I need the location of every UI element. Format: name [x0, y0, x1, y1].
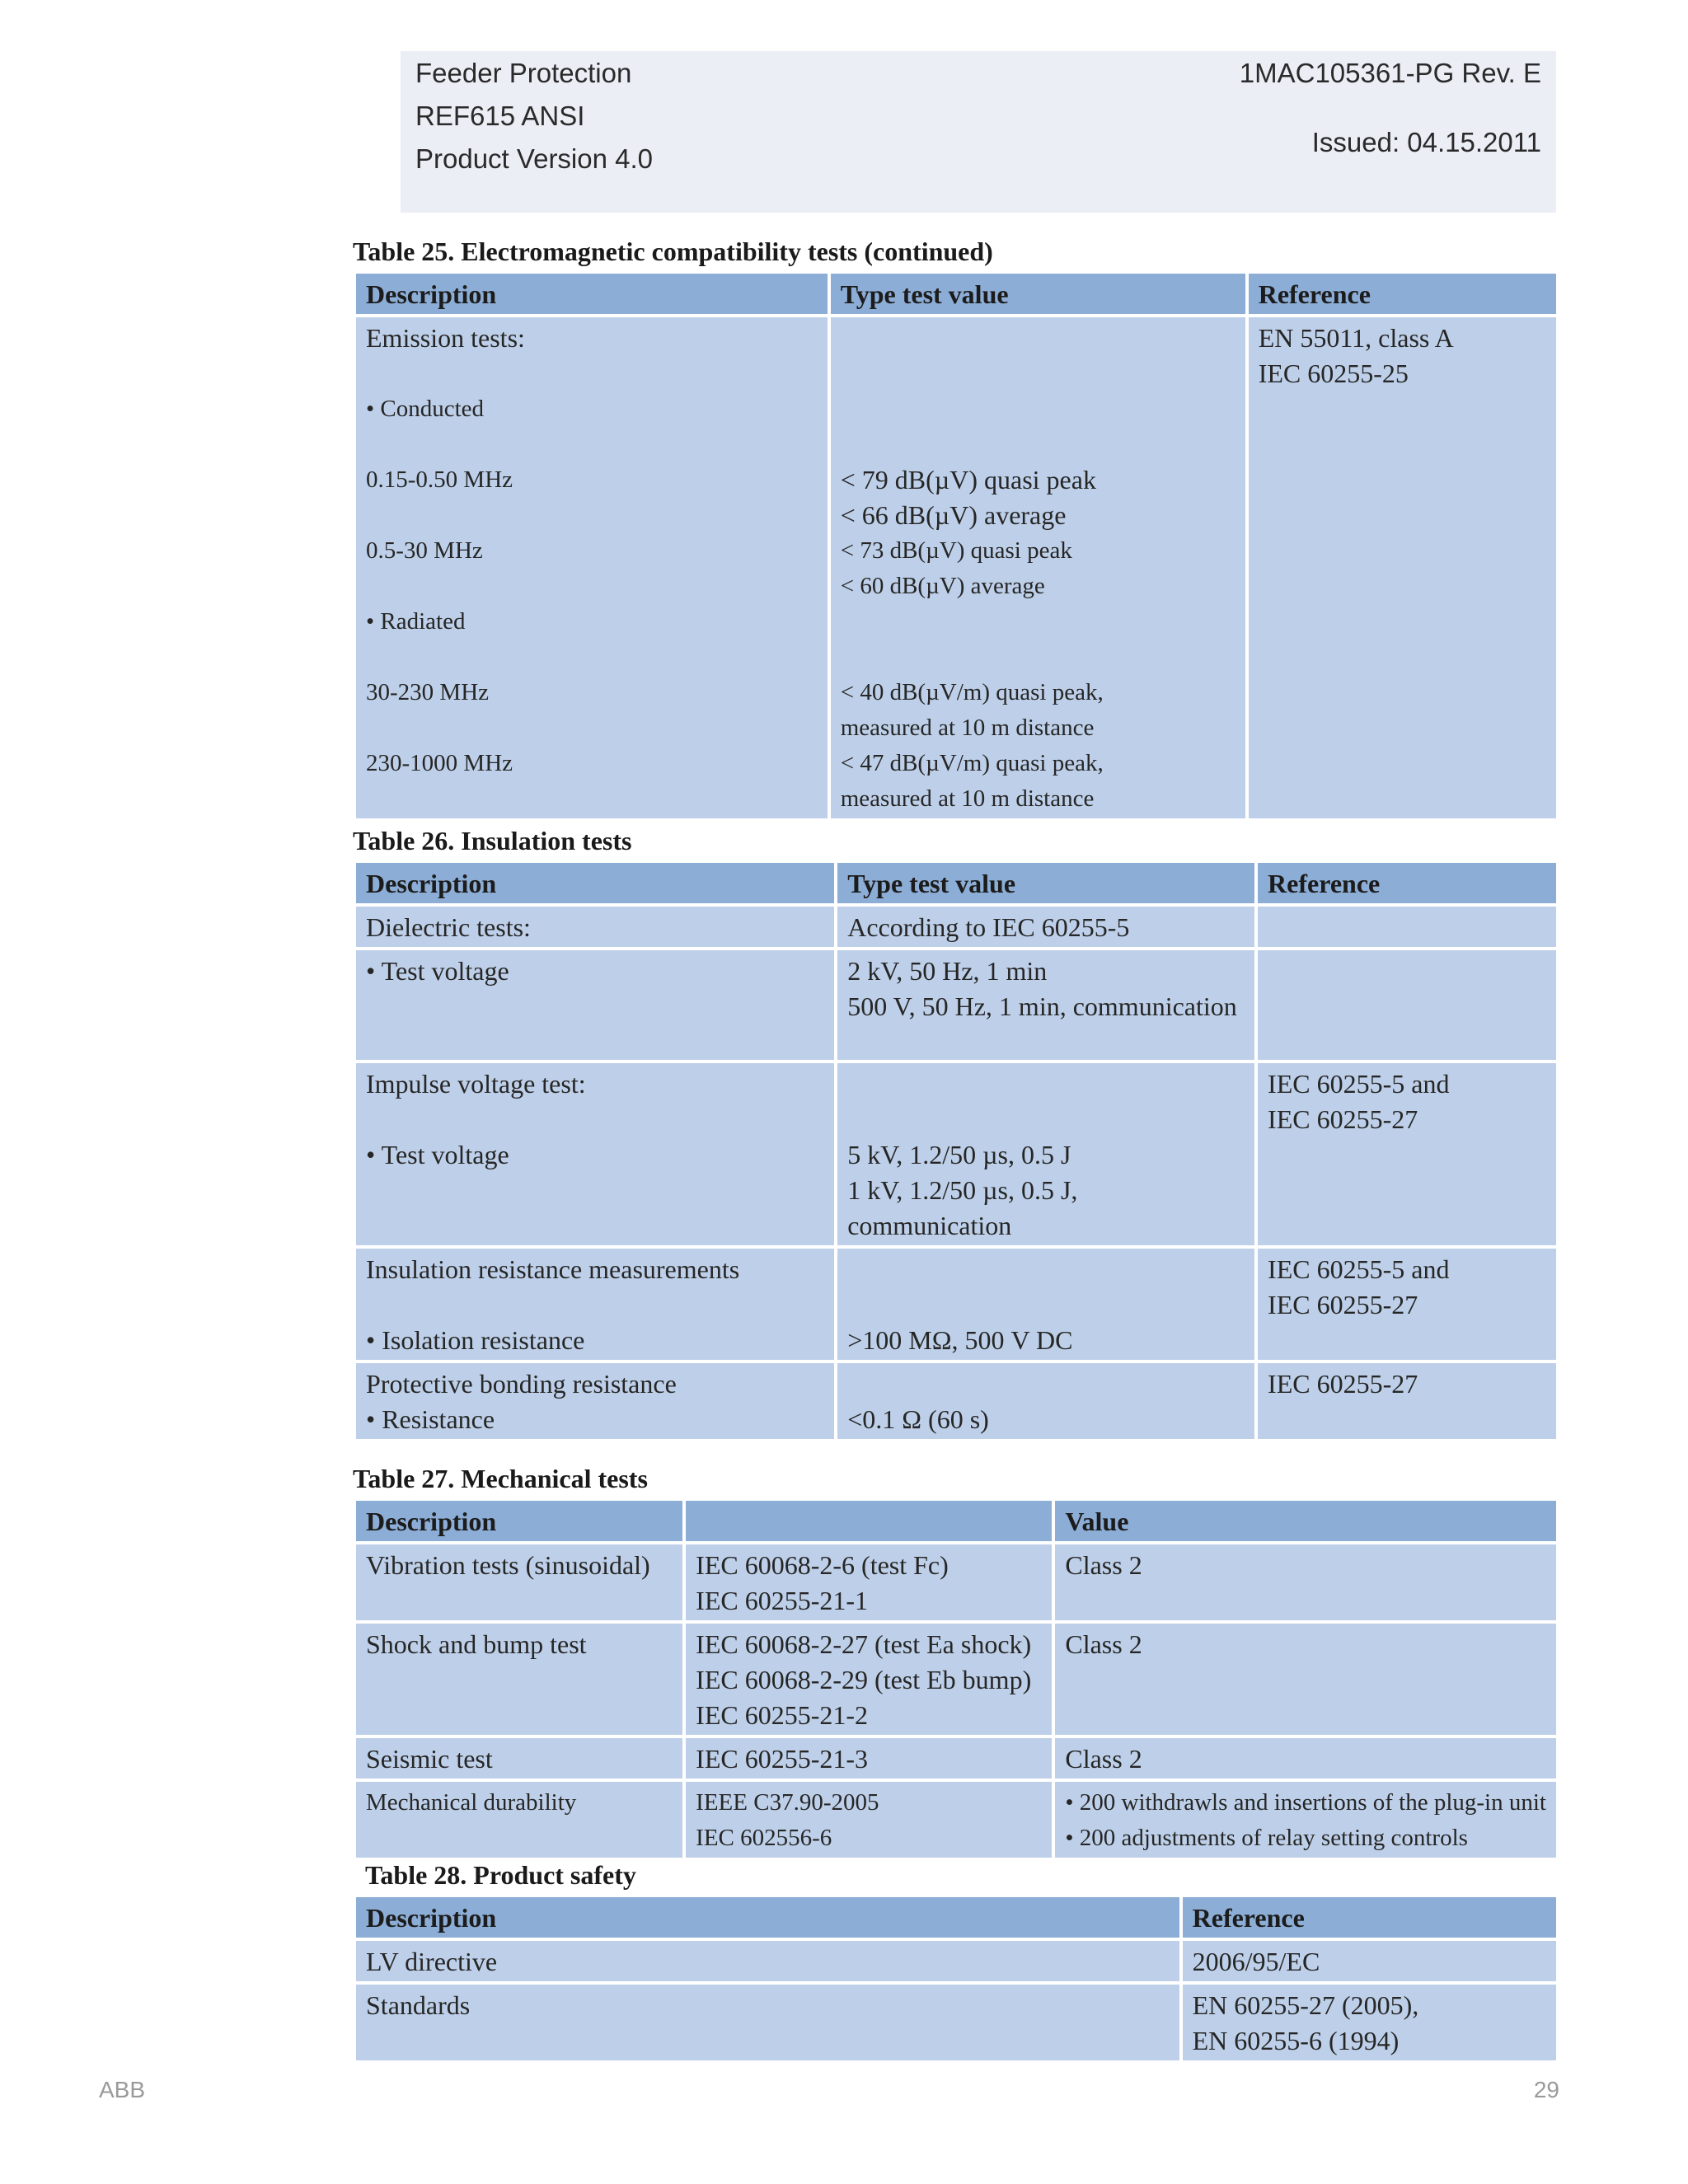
table-row: [354, 316, 1558, 820]
cell-line: • Resistance: [366, 1404, 495, 1434]
table-cell: [684, 1780, 1053, 1859]
footer-brand: ABB: [99, 2077, 146, 2102]
cell-line: IEC 60255-21-2: [696, 1700, 869, 1730]
column-header: Type test value: [829, 272, 1247, 316]
table-cell: [684, 1622, 1053, 1736]
table-cell: [1053, 1780, 1558, 1859]
table-cell: [354, 1361, 836, 1441]
cell-line: Seismic test: [366, 1744, 493, 1774]
table-header-row: [354, 1896, 1558, 1939]
table-cell: [1053, 1622, 1558, 1736]
cell-line: < 60 dB(µV) average: [840, 573, 1045, 599]
cell-line: IEC 60255-25: [1258, 359, 1409, 388]
cell-line: Standards: [366, 1990, 471, 2020]
cell-line: Vibration tests (sinusoidal): [366, 1550, 650, 1580]
cell-line: IEC 60255-21-1: [696, 1586, 869, 1615]
cell-line: communication: [847, 1211, 1012, 1240]
cell-line: [841, 640, 1236, 675]
cell-line: [366, 640, 818, 675]
cell-line: IEC 60255-27: [1268, 1290, 1418, 1319]
cell-line: measured at 10 m distance: [840, 715, 1095, 741]
table-27-mechanical-tests: [353, 1497, 1559, 1861]
header-issued-date: Issued: 04.15.2011: [1311, 127, 1541, 157]
table-cell: [354, 1983, 1181, 2062]
cell-line: 230-1000 MHz: [366, 750, 513, 776]
cell-line: [847, 1287, 1245, 1323]
cell-line: IEC 60068-2-29 (test Eb bump): [696, 1665, 1032, 1694]
cell-line: According to IEC 60255-5: [847, 912, 1130, 942]
table-cell: [1256, 949, 1558, 1062]
cell-line: Class 2: [1065, 1629, 1142, 1659]
cell-line: >100 MΩ, 500 V DC: [847, 1325, 1073, 1355]
column-header: Reference: [1247, 272, 1558, 316]
cell-line: 5 kV, 1.2/50 µs, 0.5 J: [847, 1140, 1071, 1169]
table-27-title: Table 27. Mechanical tests: [353, 1464, 648, 1493]
table-cell: [684, 1736, 1053, 1780]
cell-line: [366, 710, 818, 746]
cell-line: • 200 adjustments of relay setting controls: [1065, 1825, 1468, 1851]
cell-line: • 200 withdrawls and insertions of the plug-in unit: [1065, 1789, 1546, 1816]
cell-line: Shock and bump test: [366, 1629, 587, 1659]
table-cell: [836, 1247, 1256, 1361]
cell-line: 2006/95/EC: [1192, 1947, 1320, 1976]
table-cell: [1247, 316, 1558, 820]
cell-line: 0.15-0.50 MHz: [366, 466, 513, 493]
cell-line: • Conducted: [366, 396, 485, 422]
cell-line: [841, 391, 1236, 427]
cell-line: [366, 569, 818, 604]
cell-line: measured at 10 m distance: [840, 785, 1095, 812]
cell-line: [841, 356, 1236, 391]
cell-line: 1 kV, 1.2/50 µs, 0.5 J,: [847, 1175, 1078, 1205]
header-version: Product Version 4.0: [415, 143, 654, 174]
table-row: [354, 1062, 1558, 1247]
cell-line: Mechanical durability: [366, 1789, 577, 1816]
cell-line: [847, 1366, 1245, 1402]
cell-line: < 66 dB(µV) average: [840, 500, 1067, 530]
cell-line: • Test voltage: [366, 956, 509, 986]
cell-line: [366, 498, 818, 533]
cell-line: 30-230 MHz: [366, 679, 490, 705]
table-header-row: [354, 1499, 1558, 1543]
table-cell: [684, 1543, 1053, 1622]
cell-line: [1268, 910, 1546, 945]
table-28-title: Table 28. Product safety: [365, 1860, 636, 1890]
cell-line: IEC 60068-2-27 (test Ea shock): [696, 1629, 1032, 1659]
table-cell: [354, 949, 836, 1062]
table-26-title: Table 26. Insulation tests: [353, 826, 632, 855]
table-25-emc-tests: [353, 270, 1559, 822]
cell-line: [841, 427, 1236, 462]
cell-line: Dielectric tests:: [366, 912, 531, 942]
table-row: [354, 1780, 1558, 1859]
table-cell: [354, 316, 829, 820]
table-cell: [354, 1622, 684, 1736]
column-header: Reference: [1256, 861, 1558, 905]
cell-line: IEC 602556-6: [696, 1825, 832, 1851]
cell-line: Class 2: [1065, 1744, 1142, 1774]
table-header-row: [354, 272, 1558, 316]
table-cell: [354, 1247, 836, 1361]
cell-line: 2 kV, 50 Hz, 1 min: [847, 956, 1048, 986]
table-cell: [1256, 1247, 1558, 1361]
cell-line: < 40 dB(µV/m) quasi peak,: [840, 679, 1104, 705]
table-row: [354, 1361, 1558, 1441]
table-cell: [1256, 1361, 1558, 1441]
cell-line: Protective bonding resistance: [366, 1369, 677, 1399]
cell-line: <0.1 Ω (60 s): [847, 1404, 989, 1434]
table-cell: [354, 1543, 684, 1622]
table-row: [354, 1247, 1558, 1361]
column-header: Description: [354, 861, 836, 905]
cell-line: [366, 427, 818, 462]
cell-line: IEC 60255-5 and: [1268, 1254, 1450, 1284]
table-cell: [836, 905, 1256, 949]
cell-line: IEC 60255-5 and: [1268, 1069, 1450, 1099]
cell-line: 0.5-30 MHz: [366, 537, 483, 564]
cell-line: [1268, 954, 1546, 989]
column-header: Description: [354, 272, 829, 316]
document-header: [401, 51, 1556, 213]
column-header: [684, 1499, 1053, 1543]
table-row: [354, 1736, 1558, 1780]
table-cell: [1053, 1736, 1558, 1780]
cell-line: IEC 60255-27: [1268, 1369, 1418, 1399]
cell-line: Class 2: [1065, 1550, 1142, 1580]
table-header-row: [354, 861, 1558, 905]
table-row: [354, 1543, 1558, 1622]
table-28-product-safety: [353, 1894, 1559, 2064]
cell-line: [841, 604, 1236, 640]
table-cell: [354, 1939, 1181, 1983]
cell-line: LV directive: [366, 1947, 498, 1976]
cell-line: EN 60255-6 (1994): [1192, 2026, 1400, 2055]
cell-line: IEEE C37.90-2005: [696, 1789, 879, 1816]
table-cell: [1256, 905, 1558, 949]
cell-line: [847, 1066, 1245, 1102]
table-cell: [1181, 1983, 1558, 2062]
table-cell: [836, 1062, 1256, 1247]
table-cell: [354, 1736, 684, 1780]
cell-line: • Isolation resistance: [366, 1325, 585, 1355]
cell-line: [841, 321, 1236, 356]
table-cell: [1256, 1062, 1558, 1247]
header-doc-id: 1MAC105361-PG Rev. E: [1239, 58, 1541, 88]
table-cell: [1053, 1543, 1558, 1622]
cell-line: < 47 dB(µV/m) quasi peak,: [840, 750, 1104, 776]
cell-line: < 73 dB(µV) quasi peak: [840, 537, 1072, 564]
column-header: Reference: [1181, 1896, 1558, 1939]
column-header: Description: [354, 1896, 1181, 1939]
cell-line: • Radiated: [366, 608, 466, 635]
table-cell: [1181, 1939, 1558, 1983]
cell-line: [366, 1102, 824, 1137]
cell-line: EN 55011, class A: [1258, 323, 1454, 353]
column-header: Value: [1053, 1499, 1558, 1543]
table-row: [354, 949, 1558, 1062]
cell-line: IEC 60255-21-3: [696, 1744, 869, 1774]
table-cell: [829, 316, 1247, 820]
header-model: REF615 ANSI: [415, 101, 585, 131]
table-cell: [354, 1780, 684, 1859]
table-row: [354, 1939, 1558, 1983]
table-cell: [354, 905, 836, 949]
cell-line: Emission tests:: [366, 323, 525, 353]
table-cell: [354, 1062, 836, 1247]
column-header: Type test value: [836, 861, 1256, 905]
page-number: 29: [1533, 2077, 1559, 2102]
cell-line: [847, 1102, 1245, 1137]
cell-line: IEC 60068-2-6 (test Fc): [696, 1550, 949, 1580]
cell-line: [366, 356, 818, 391]
table-25-title: Table 25. Electromagnetic compatibility tests (continued): [353, 237, 993, 266]
column-header: Description: [354, 1499, 684, 1543]
cell-line: [847, 1252, 1245, 1287]
cell-line: [366, 1287, 824, 1323]
cell-line: • Test voltage: [366, 1140, 509, 1169]
cell-line: Impulse voltage test:: [366, 1069, 586, 1099]
cell-line: IEC 60255-27: [1268, 1104, 1418, 1134]
header-product: Feeder Protection: [415, 58, 632, 88]
table-26-insulation-tests: [353, 860, 1559, 1442]
table-row: [354, 905, 1558, 949]
table-cell: [836, 949, 1256, 1062]
cell-line: < 79 dB(µV) quasi peak: [840, 465, 1096, 494]
table-row: [354, 1622, 1558, 1736]
cell-line: [366, 781, 818, 817]
cell-line: EN 60255-27 (2005),: [1192, 1990, 1419, 2020]
table-cell: [836, 1361, 1256, 1441]
cell-line: 500 V, 50 Hz, 1 min, communication: [847, 991, 1237, 1021]
table-row: [354, 1983, 1558, 2062]
cell-line: Insulation resistance measurements: [366, 1254, 740, 1284]
